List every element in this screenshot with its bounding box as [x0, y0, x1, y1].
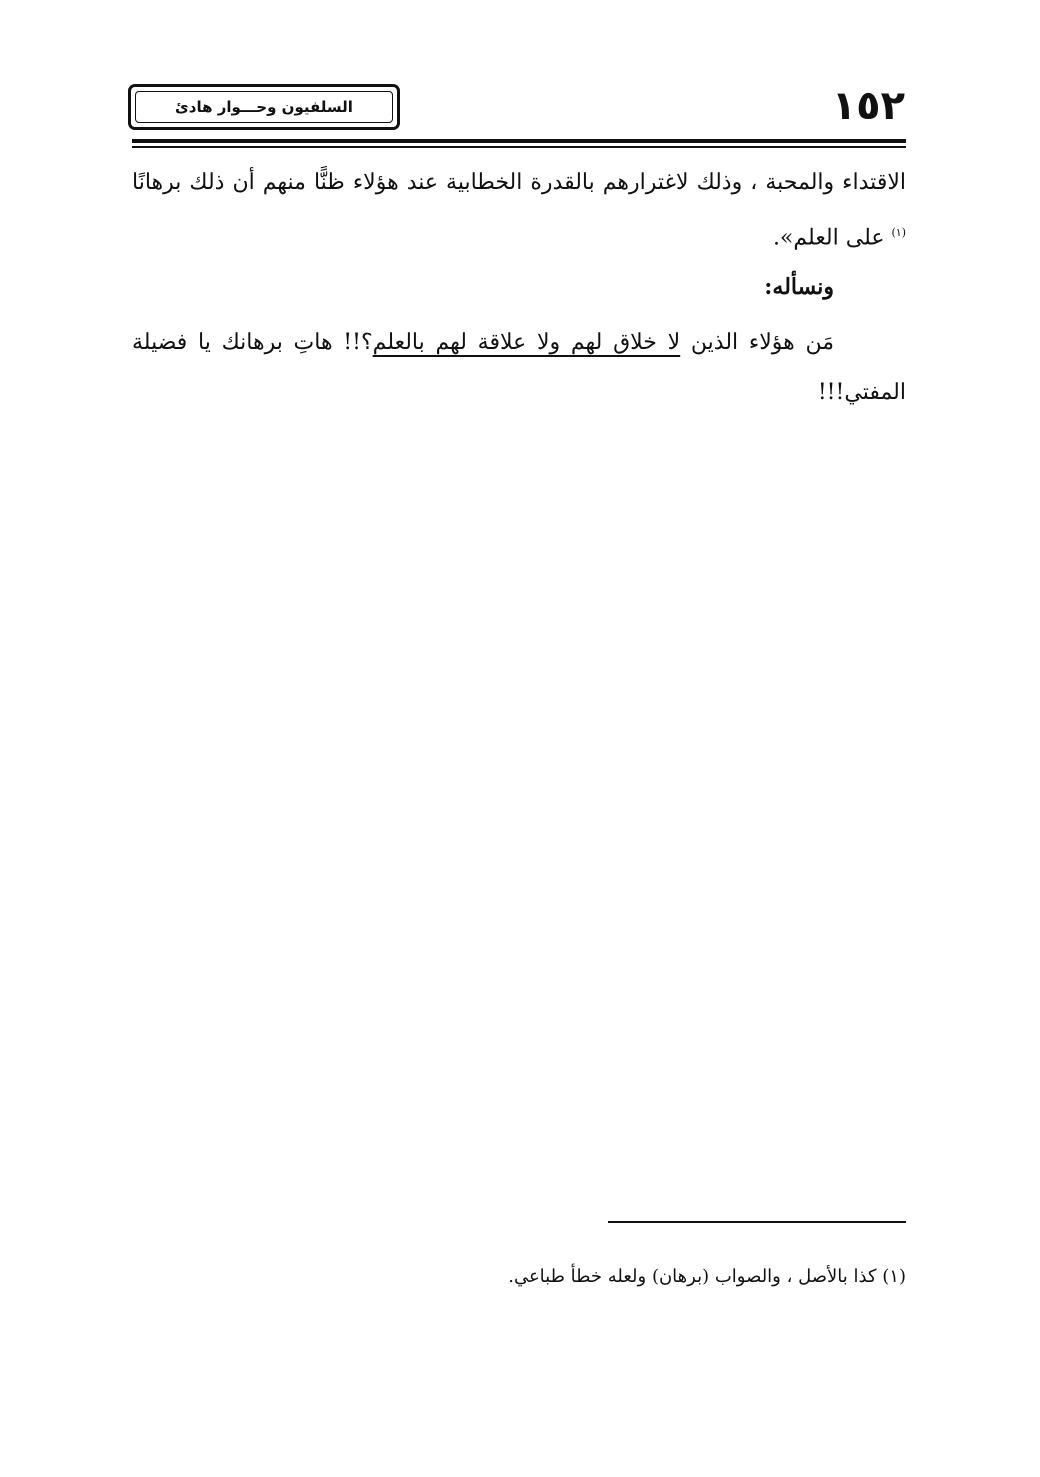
header-rule-thick [132, 139, 906, 143]
question-underlined-text: لا خلاق لهم ولا علاقة لهم بالعلم [372, 330, 681, 355]
book-title: السلفيون وحـــوار هادئ [135, 91, 393, 123]
question-text-a: مَن هؤلاء الذين [690, 330, 835, 355]
footnote-rule [608, 1221, 906, 1223]
question-text-b: ؟!! هاتِ برهانك يا فضيلة المفتي!!! [132, 330, 906, 405]
footnote: (١) كذا بالأصل ، والصواب (برهان) ولعله خطأ طباعي. [508, 1266, 906, 1287]
footnote-reference[interactable]: (١) [891, 226, 906, 239]
paragraph-1 [132, 158, 906, 263]
paragraph-1-text-a: الاقتداء والمحبة ، وذلك لاغترارهم بالقدرة الخطابية عند هؤلاء ظنًّا منهم أن ذلك برهانًا [132, 170, 906, 195]
page-number: ١٥٢ [831, 83, 905, 129]
paragraph-question [132, 318, 906, 418]
subheading: ونسأله: [764, 274, 834, 300]
paragraph-1-text-b: على العلم». [772, 225, 885, 251]
book-title-frame [128, 84, 400, 130]
header-rule-thin [132, 146, 906, 148]
